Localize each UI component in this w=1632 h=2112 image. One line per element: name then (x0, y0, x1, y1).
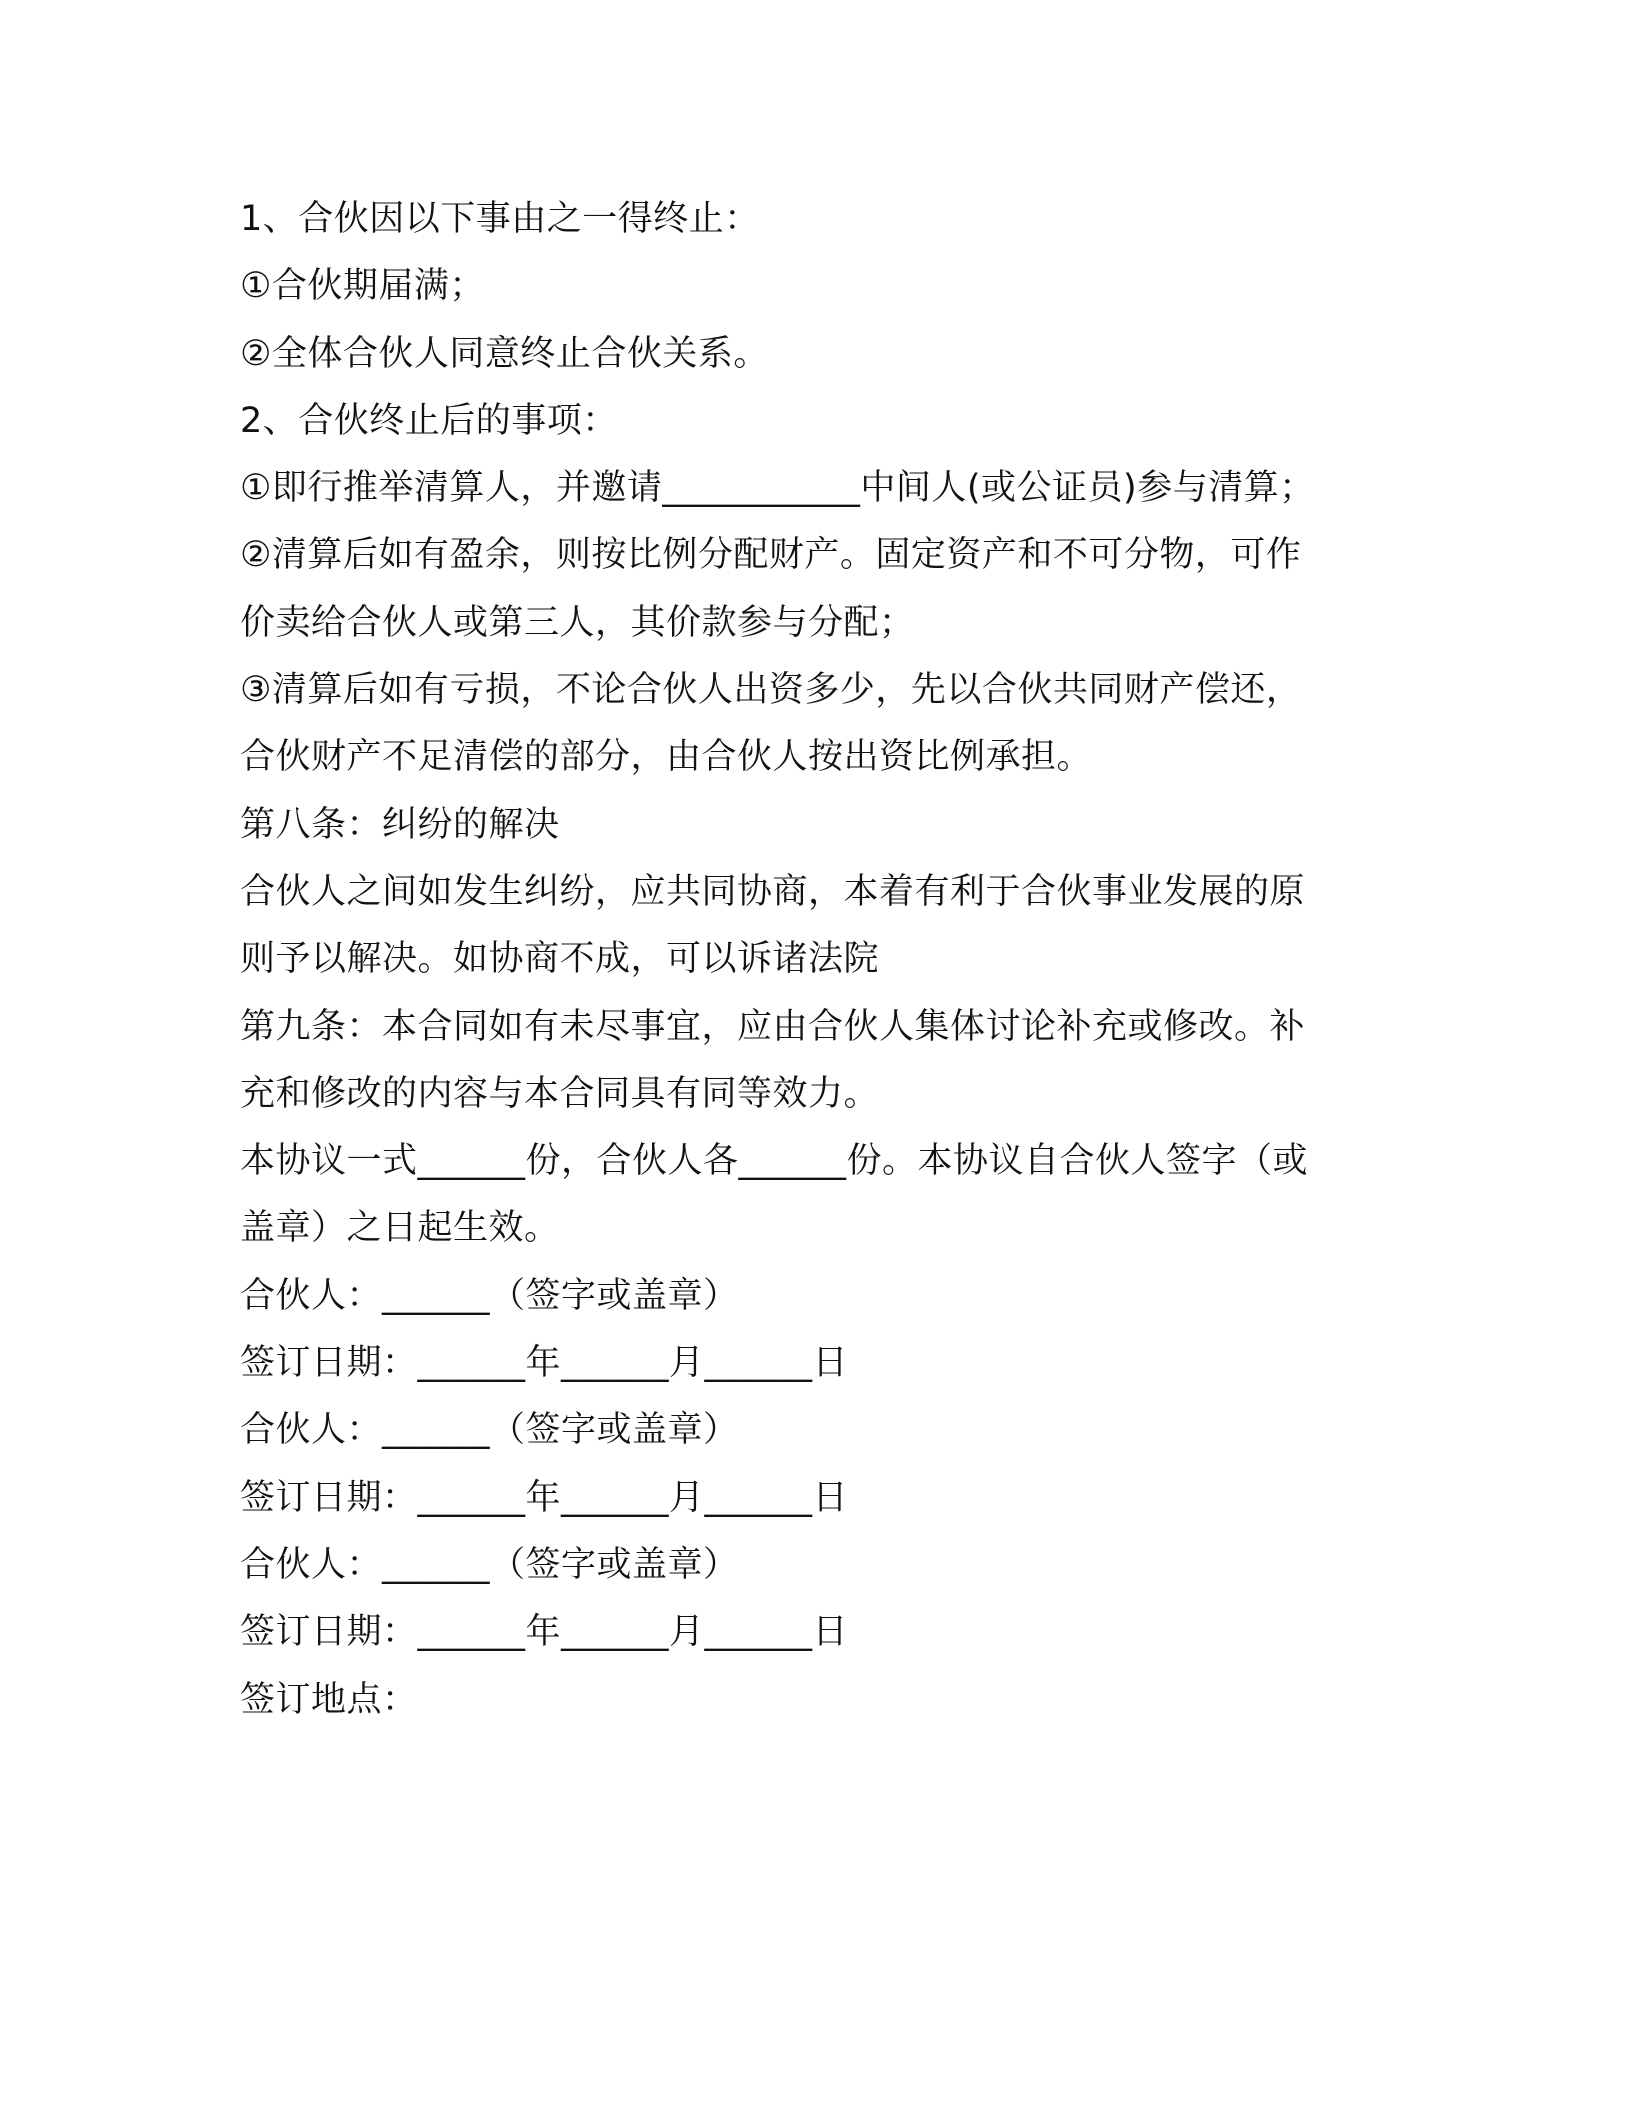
article-9-line-2: 充和修改的内容与本合同具有同等效力。 (240, 1073, 880, 1114)
post-termination-item-3-line-1: ③清算后如有亏损，不论合伙人出资多少，先以合伙共同财产偿还， (240, 670, 1302, 711)
partner-signature-3: 合伙人：______（签字或盖章） (240, 1544, 739, 1585)
post-termination-item-2-line-2: 价卖给合伙人或第三人，其价款参与分配； (240, 602, 915, 643)
partner-signature-2: 合伙人：______（签字或盖章） (240, 1410, 739, 1451)
partner-signature-1: 合伙人：______（签字或盖章） (240, 1275, 739, 1316)
post-termination-item-2-line-1: ②清算后如有盈余，则按比例分配财产。固定资产和不可分物，可作 (240, 535, 1302, 576)
termination-reason-2: ②全体合伙人同意终止合伙关系。 (240, 333, 769, 374)
article-9-line-1: 第九条：本合同如有未尽事宜，应由合伙人集体讨论补充或修改。补 (240, 1006, 1306, 1047)
termination-reason-1: ①合伙期届满； (240, 266, 485, 307)
post-termination-item-1: ①即行推举清算人，并邀请___________中间人(或公证员)参与清算； (240, 468, 1315, 509)
signing-date-2: 签订日期：______年______月______日 (240, 1477, 849, 1518)
article-8-text-line-1: 合伙人之间如发生纠纷，应共同协商，本着有利于合伙事业发展的原 (240, 871, 1306, 912)
copies-clause-line-2: 盖章）之日起生效。 (240, 1208, 560, 1249)
signing-date-3: 签订日期：______年______月______日 (240, 1612, 849, 1653)
article-8-heading: 第八条：纠纷的解决 (240, 804, 560, 845)
clause-termination-heading: 1、合伙因以下事由之一得终止： (240, 199, 760, 239)
signing-date-1: 签订日期：______年______月______日 (240, 1343, 849, 1384)
document-body (240, 186, 1400, 1734)
post-termination-item-3-line-2: 合伙财产不足清偿的部分，由合伙人按出资比例承担。 (240, 737, 1093, 778)
post-termination-heading: 2、合伙终止后的事项： (240, 400, 618, 441)
article-8-text-line-2: 则予以解决。如协商不成，可以诉诸法院 (240, 939, 880, 980)
signing-place: 签订地点： (240, 1679, 418, 1720)
copies-clause-line-1: 本协议一式______份，合伙人各______份。本协议自合伙人签字（或 (240, 1141, 1309, 1182)
